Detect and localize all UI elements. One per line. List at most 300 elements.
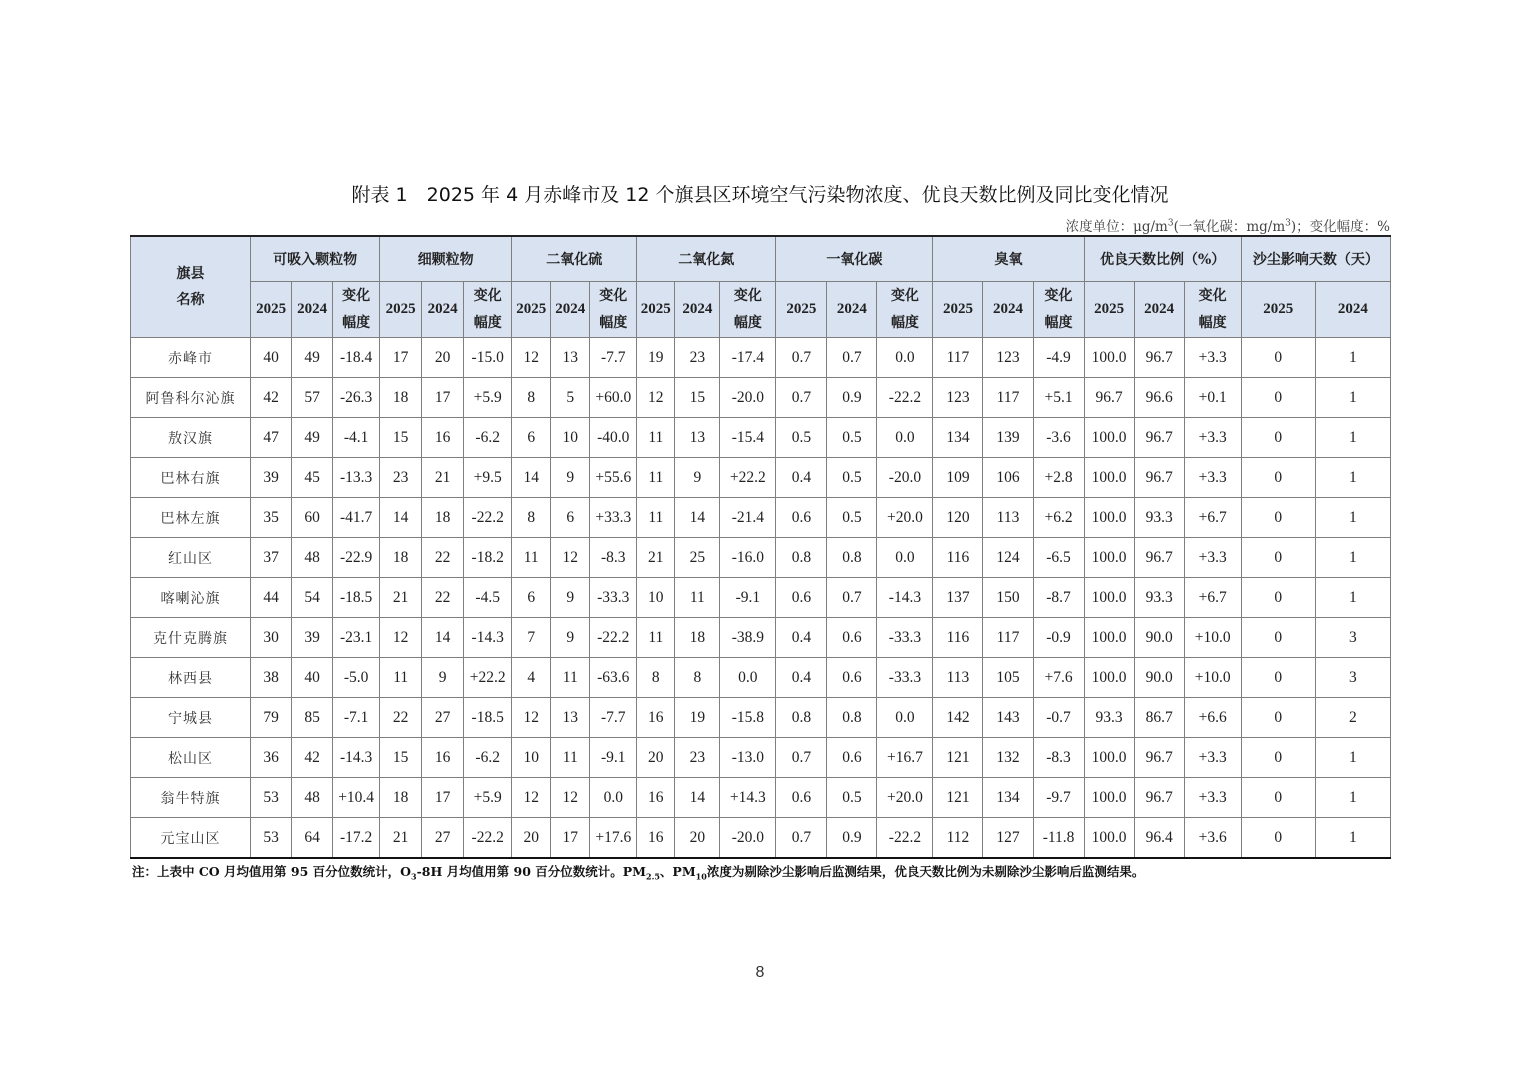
table-cell: 49 [292,338,333,378]
table-row [131,538,1391,578]
table-cell: 0.4 [776,458,827,498]
table-cell: 96.7 [1134,458,1184,498]
table-title: 附表 1 2025 年 4 月赤峰市及 12 个旗县区环境空气污染物浓度、优良天数比例及同比变化情况 [351,184,1169,206]
table-cell: 10 [637,578,675,618]
change-header: 变化 幅度 [877,282,933,338]
table-cell: -7.1 [333,698,380,738]
table-cell: 96.7 [1134,538,1184,578]
table-cell: 16 [637,818,675,859]
table-cell: 9 [551,618,590,658]
table-cell: 9 [551,458,590,498]
table-cell: -17.4 [720,338,776,378]
table-cell: 49 [292,418,333,458]
table-cell: 105 [983,658,1033,698]
table-cell: 8 [512,498,551,538]
table-cell: 14 [675,498,720,538]
table-cell: 13 [675,418,720,458]
change-header: 变化 幅度 [1033,282,1084,338]
table-cell: 0.5 [827,778,877,818]
table-cell: 0.7 [776,338,827,378]
table-cell: -4.9 [1033,338,1084,378]
table-cell: +9.5 [464,458,512,498]
table-cell: -6.5 [1033,538,1084,578]
table-cell: 20 [512,818,551,859]
table-cell: +5.9 [464,778,512,818]
table-row [131,498,1391,538]
table-cell: 1 [1315,738,1390,778]
table-cell: 18 [380,378,422,418]
county-name: 阿鲁科尔沁旗 [131,378,251,418]
table-cell: 23 [675,738,720,778]
county-name: 赤峰市 [131,338,251,378]
table-cell: 40 [292,658,333,698]
table-cell: +0.1 [1184,378,1241,418]
table-cell: 44 [251,578,292,618]
table-cell: +3.3 [1184,338,1241,378]
table-cell: 96.7 [1134,338,1184,378]
table-cell: -13.3 [333,458,380,498]
table-cell: 96.6 [1134,378,1184,418]
table-cell: -18.5 [333,578,380,618]
table-cell: 27 [422,818,464,859]
table-cell: -33.3 [590,578,637,618]
table-cell: 0 [1241,738,1315,778]
table-cell: 0.6 [827,658,877,698]
table-cell: -6.2 [464,738,512,778]
table-cell: 85 [292,698,333,738]
table-cell: -8.3 [590,538,637,578]
county-name: 林西县 [131,658,251,698]
year-current-header: 2025 [933,282,983,338]
table-cell: 1 [1315,418,1390,458]
table-cell: 15 [380,418,422,458]
table-cell: 45 [292,458,333,498]
table-cell: 0.7 [827,338,877,378]
table-cell: 9 [675,458,720,498]
year-previous-header: 2024 [1134,282,1184,338]
table-cell: 139 [983,418,1033,458]
table-cell: 11 [380,658,422,698]
table-cell: 0 [1241,378,1315,418]
header-o3: 臭氧 [933,236,1084,282]
table-cell: 38 [251,658,292,698]
table-cell: 8 [675,658,720,698]
header-good-days: 优良天数比例（%） [1084,236,1241,282]
table-cell: 116 [933,618,983,658]
table-cell: 100.0 [1084,618,1134,658]
header-county: 旗县 名称 [131,236,251,338]
county-name: 喀喇沁旗 [131,578,251,618]
table-cell: 134 [933,418,983,458]
year-previous-header: 2024 [551,282,590,338]
table-cell: 48 [292,778,333,818]
table-cell: 1 [1315,458,1390,498]
table-cell: 0 [1241,538,1315,578]
table-cell: 0 [1241,338,1315,378]
table-cell: 100.0 [1084,498,1134,538]
table-cell: 121 [933,738,983,778]
table-cell: -7.7 [590,338,637,378]
table-cell: 18 [422,498,464,538]
header-no2: 二氧化氮 [637,236,776,282]
table-cell: 11 [675,578,720,618]
table-cell: 100.0 [1084,658,1134,698]
table-cell: 18 [380,778,422,818]
table-cell: 22 [422,538,464,578]
table-cell: 11 [637,618,675,658]
table-cell: -40.0 [590,418,637,458]
table-cell: 18 [675,618,720,658]
table-cell: 0.9 [827,818,877,859]
table-cell: 113 [983,498,1033,538]
table-row [131,778,1391,818]
table-cell: 143 [983,698,1033,738]
table-cell: 17 [422,778,464,818]
table-cell: +33.3 [590,498,637,538]
table-cell: 17 [422,378,464,418]
table-cell: -14.3 [333,738,380,778]
table-cell: 0.0 [877,538,933,578]
year-current-header: 2025 [776,282,827,338]
table-cell: 11 [637,498,675,538]
table-cell: 19 [637,338,675,378]
table-cell: 0 [1241,778,1315,818]
footnote: 注：上表中 CO 月均值用第 95 百分位数统计，$O_3-8H$ 月均值用第 90 百分位数统计。$PM_{2.5}$、$PM_{10}$浓度为剔除沙尘影响后监测结果，优良天数比例为未剔除沙尘影响后监测结果。 [132,864,1145,882]
table-cell: +3.3 [1184,418,1241,458]
table-cell: 0.5 [827,418,877,458]
table-cell: -18.4 [333,338,380,378]
table-cell: -20.0 [720,818,776,859]
change-header: 变化 幅度 [333,282,380,338]
table-cell: 117 [933,338,983,378]
table-cell: 15 [675,378,720,418]
table-cell: 0 [1241,698,1315,738]
year-previous-header: 2024 [983,282,1033,338]
table-cell: 0.0 [877,418,933,458]
table-cell: 12 [551,538,590,578]
year-current-header: 2025 [512,282,551,338]
table-cell: 0 [1241,818,1315,859]
table-cell: 100.0 [1084,418,1134,458]
year-current-header: 2025 [1084,282,1134,338]
table-cell: 0.5 [827,498,877,538]
table-cell: 127 [983,818,1033,859]
table-row [131,698,1391,738]
table-cell: 14 [422,618,464,658]
county-name: 红山区 [131,538,251,578]
table-cell: -22.2 [877,378,933,418]
table-cell: 19 [675,698,720,738]
table-cell: 123 [933,378,983,418]
table-cell: 42 [251,378,292,418]
change-header: 变化 幅度 [720,282,776,338]
year-current-header: 2025 [637,282,675,338]
table-cell: +17.6 [590,818,637,859]
table-cell: 36 [251,738,292,778]
table-cell: 3 [1315,658,1390,698]
table-cell: 0.8 [827,698,877,738]
table-cell: 100.0 [1084,778,1134,818]
table-cell: 53 [251,818,292,859]
table-cell: 0.8 [776,698,827,738]
header-so2: 二氧化硫 [512,236,637,282]
table-cell: 47 [251,418,292,458]
table-cell: 11 [637,418,675,458]
table-cell: 9 [551,578,590,618]
table-cell: -21.4 [720,498,776,538]
table-cell: 0.6 [776,578,827,618]
table-cell: -0.7 [1033,698,1084,738]
change-header: 变化 幅度 [464,282,512,338]
table-cell: -9.7 [1033,778,1084,818]
table-cell: 0.6 [776,498,827,538]
table-row [131,418,1391,458]
table-cell: -18.5 [464,698,512,738]
table-cell: 0.6 [827,618,877,658]
table-cell: -14.3 [877,578,933,618]
table-row [131,818,1391,859]
table-cell: 10 [551,418,590,458]
table-cell: 12 [637,378,675,418]
year-current-header: 2025 [251,282,292,338]
table-cell: +5.9 [464,378,512,418]
table-cell: 15 [380,738,422,778]
table-cell: -8.3 [1033,738,1084,778]
table-cell: 100.0 [1084,738,1134,778]
table-cell: 20 [422,338,464,378]
table-cell: 96.4 [1134,818,1184,859]
change-header: 变化 幅度 [1184,282,1241,338]
year-previous-header: 2024 [675,282,720,338]
table-cell: 117 [983,618,1033,658]
county-name: 翁牛特旗 [131,778,251,818]
header-pm25: 细颗粒物 [380,236,512,282]
table-cell: +22.2 [464,658,512,698]
table-cell: 2 [1315,698,1390,738]
table-cell: 35 [251,498,292,538]
table-cell: 96.7 [1134,418,1184,458]
table-cell: 8 [512,378,551,418]
table-cell: 0.4 [776,618,827,658]
table-cell: 13 [551,338,590,378]
table-cell: 90.0 [1134,658,1184,698]
year-previous-header: 2024 [827,282,877,338]
table-cell: -22.2 [464,498,512,538]
table-cell: 113 [933,658,983,698]
table-cell: 0 [1241,498,1315,538]
table-cell: 54 [292,578,333,618]
county-name: 宁城县 [131,698,251,738]
table-row [131,458,1391,498]
table-cell: 96.7 [1134,738,1184,778]
table-cell: +6.7 [1184,578,1241,618]
table-cell: 123 [983,338,1033,378]
table-cell: 10 [512,738,551,778]
units-note: 浓度单位：$\mu g/m^3$(一氧化碳：$mg/m^3$)；变化幅度：% [1065,218,1390,235]
table-cell: 3 [1315,618,1390,658]
table-cell: +3.3 [1184,778,1241,818]
table-cell: 14 [512,458,551,498]
table-cell: 0.0 [877,338,933,378]
table-cell: -41.7 [333,498,380,538]
table-cell: 0 [1241,578,1315,618]
table-cell: +10.4 [333,778,380,818]
table-cell: -20.0 [720,378,776,418]
table-cell: 12 [512,778,551,818]
table-cell: 0.7 [776,378,827,418]
table-cell: -0.9 [1033,618,1084,658]
table-cell: -9.1 [720,578,776,618]
table-cell: 0.0 [590,778,637,818]
table-cell: 14 [380,498,422,538]
year-current-header: 2025 [380,282,422,338]
table-cell: 16 [637,698,675,738]
table-cell: +20.0 [877,778,933,818]
header-dust-days: 沙尘影响天数（天） [1241,236,1390,282]
table-cell: -15.0 [464,338,512,378]
table-cell: 142 [933,698,983,738]
table-cell: -33.3 [877,618,933,658]
table-cell: +7.6 [1033,658,1084,698]
table-cell: 100.0 [1084,538,1134,578]
table-cell: +6.2 [1033,498,1084,538]
table-cell: 100.0 [1084,818,1134,859]
table-cell: 0.5 [776,418,827,458]
table-cell: 11 [551,658,590,698]
table-cell: 14 [675,778,720,818]
table-cell: 93.3 [1134,498,1184,538]
table-cell: 42 [292,738,333,778]
table-row [131,738,1391,778]
table-cell: 100.0 [1084,458,1134,498]
table-cell: 11 [551,738,590,778]
table-cell: 1 [1315,498,1390,538]
table-cell: +22.2 [720,458,776,498]
table-cell: 1 [1315,538,1390,578]
table-cell: 100.0 [1084,338,1134,378]
table-cell: +3.3 [1184,738,1241,778]
table-cell: -33.3 [877,658,933,698]
table-cell: -17.2 [333,818,380,859]
table-cell: 21 [380,818,422,859]
table-cell: -18.2 [464,538,512,578]
table-row [131,378,1391,418]
table-cell: 150 [983,578,1033,618]
table-cell: 117 [983,378,1033,418]
table-cell: 53 [251,778,292,818]
table-cell: 132 [983,738,1033,778]
table-cell: 0.5 [827,458,877,498]
table-row [131,658,1391,698]
county-name: 克什克腾旗 [131,618,251,658]
table-cell: 134 [983,778,1033,818]
table-cell: 1 [1315,778,1390,818]
table-cell: 20 [637,738,675,778]
county-name: 巴林右旗 [131,458,251,498]
table-cell: 79 [251,698,292,738]
table-cell: 0.6 [776,778,827,818]
table-cell: 7 [512,618,551,658]
table-cell: 109 [933,458,983,498]
table-cell: 0 [1241,418,1315,458]
table-cell: 23 [380,458,422,498]
table-cell: +20.0 [877,498,933,538]
table-cell: 0 [1241,658,1315,698]
table-cell: -8.7 [1033,578,1084,618]
table-cell: 13 [551,698,590,738]
table-cell: -16.0 [720,538,776,578]
table-cell: +14.3 [720,778,776,818]
table-cell: 4 [512,658,551,698]
table-cell: 30 [251,618,292,658]
year-previous-header: 2024 [1315,282,1390,338]
table-cell: 16 [637,778,675,818]
county-name: 巴林左旗 [131,498,251,538]
table-cell: 90.0 [1134,618,1184,658]
header-co: 一氧化碳 [776,236,933,282]
table-cell: 0.8 [827,538,877,578]
table-cell: 20 [675,818,720,859]
table-cell: 96.7 [1084,378,1134,418]
table-cell: -4.5 [464,578,512,618]
table-cell: 112 [933,818,983,859]
table-cell: 12 [512,338,551,378]
table-cell: 86.7 [1134,698,1184,738]
table-cell: -38.9 [720,618,776,658]
county-name: 敖汉旗 [131,418,251,458]
table-cell: +3.3 [1184,538,1241,578]
table-cell: -15.4 [720,418,776,458]
change-header: 变化 幅度 [590,282,637,338]
table-cell: 11 [512,538,551,578]
table-cell: 57 [292,378,333,418]
table-cell: 27 [422,698,464,738]
table-cell: +6.6 [1184,698,1241,738]
table-cell: 0.7 [776,738,827,778]
county-name: 松山区 [131,738,251,778]
table-cell: 22 [422,578,464,618]
table-cell: 12 [512,698,551,738]
year-previous-header: 2024 [292,282,333,338]
air-quality-table [130,235,1391,859]
table-cell: 25 [675,538,720,578]
table-cell: 60 [292,498,333,538]
table-cell: 21 [637,538,675,578]
table-cell: -22.9 [333,538,380,578]
table-cell: 8 [637,658,675,698]
table-cell: 116 [933,538,983,578]
table-cell: 96.7 [1134,778,1184,818]
table-cell: 1 [1315,578,1390,618]
table-cell: 120 [933,498,983,538]
table-cell: 12 [551,778,590,818]
table-cell: 17 [380,338,422,378]
table-cell: 0 [1241,618,1315,658]
table-cell: 121 [933,778,983,818]
table-cell: -15.8 [720,698,776,738]
table-row [131,618,1391,658]
table-cell: +60.0 [590,378,637,418]
year-previous-header: 2024 [422,282,464,338]
table-cell: 16 [422,738,464,778]
table-cell: 39 [251,458,292,498]
table-cell: 16 [422,418,464,458]
table-cell: +16.7 [877,738,933,778]
table-cell: -4.1 [333,418,380,458]
table-cell: 17 [551,818,590,859]
table-row [131,578,1391,618]
table-row [131,338,1391,378]
